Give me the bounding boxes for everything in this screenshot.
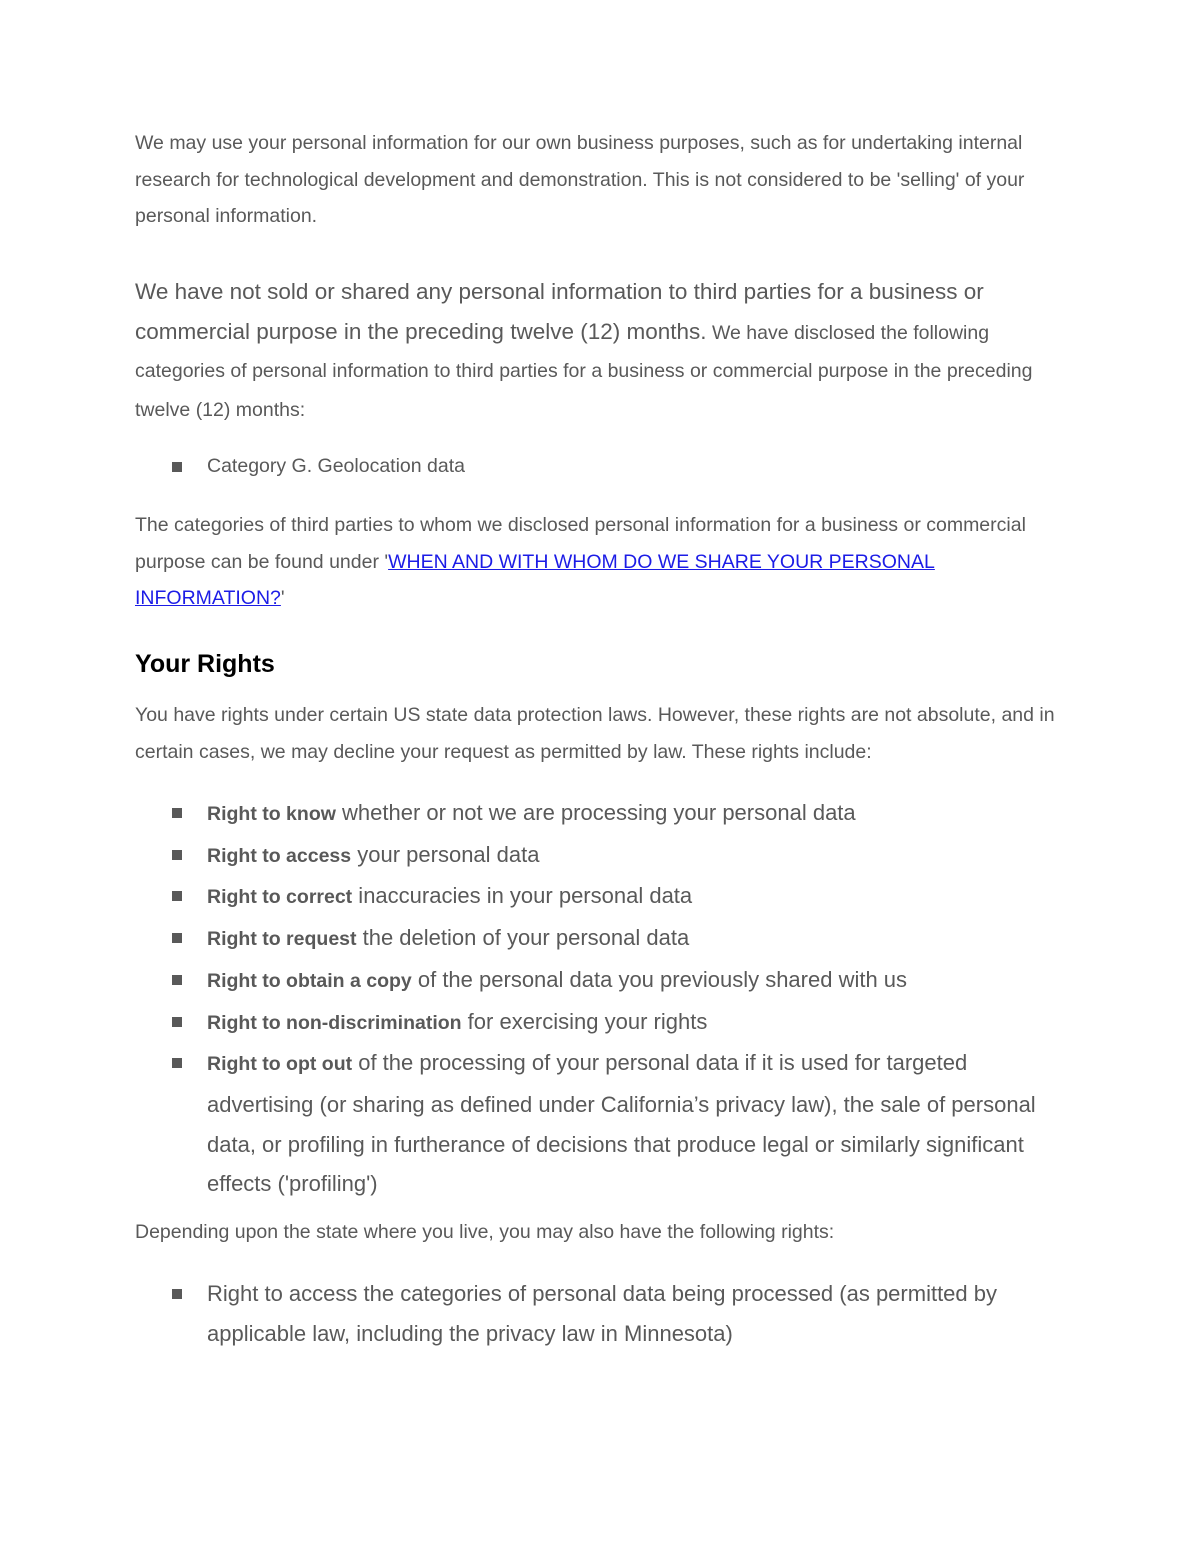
list-item [135,793,1070,835]
share-info-link[interactable]: WHEN AND WITH WHOM DO WE SHARE YOUR PERSONAL INFORMATION? [135,550,935,609]
state-rights-list [135,1274,1070,1353]
list-item [135,1002,1070,1044]
quote-close: ' [280,587,285,609]
square-bullet-icon [172,808,182,818]
third-parties-paragraph [135,507,1070,617]
square-bullet-icon [172,1017,182,1027]
list-item-text: Right to access the categories of personal data being processed (as permitted by applicable law, including the privacy law in Minnesota) [207,1281,998,1346]
right-label: Right to opt out [207,1053,353,1076]
list-item [135,1274,1070,1353]
right-description: of the processing of your personal data if it is used for targeted advertising (or sharing as defined under California’s privacy law), the sale of personal data, or profiling in furtherance of decisions that produce legal or similarly significant effects ('profiling') [207,1050,1036,1197]
right-description: for exercising your rights [461,1008,708,1034]
list-item [135,960,1070,1002]
business-purposes-paragraph: We may use your personal information for our own business purposes, such as for undertaking internal research for technological development and demonstration. This is not considered to be 'selling' of your personal information. [135,132,1025,227]
rights-list [135,793,1070,1204]
list-item [135,876,1070,918]
right-description: whether or not we are processing your personal data [335,800,856,825]
square-bullet-icon [172,933,182,943]
disclosed-categories-list [135,447,1070,487]
list-item [135,447,1070,487]
disclosure-paragraph [135,273,1070,429]
list-item [135,1043,1070,1204]
right-label: Right to request [207,928,357,951]
square-bullet-icon [172,975,182,985]
section-heading: Your Rights [135,650,275,678]
right-label: Right to non-discrimination [207,1011,462,1034]
list-item [135,835,1070,877]
list-item [135,918,1070,960]
right-description: of the personal data you previously shared with us [411,966,908,992]
not-sold-statement: We have not sold or shared any personal information to third parties for a business or commercial purpose in the preceding twelve (12) months. [135,279,984,344]
third-parties-text: The categories of third parties to whom we disclosed personal information for a business or commercial purpose can be found under ' [135,514,1026,573]
square-bullet-icon [172,850,182,860]
right-label: Right to access [207,844,352,867]
square-bullet-icon [172,1289,182,1299]
right-description: the deletion of your personal data [356,925,690,951]
right-label: Right to correct [207,886,353,909]
right-description: inaccuracies in your personal data [352,883,693,909]
square-bullet-icon [172,462,182,472]
square-bullet-icon [172,1058,182,1068]
right-label: Right to obtain a copy [207,969,412,992]
list-item-text: Category G. Geolocation data [207,455,465,477]
square-bullet-icon [172,891,182,901]
right-label: Right to know [207,803,336,825]
right-description: your personal data [351,841,540,867]
rights-intro-paragraph: You have rights under certain US state data protection laws. However, these rights are not absolute, and in certain cases, we may decline your request as permitted by law. These rights include: [135,704,1055,763]
state-intro-paragraph: Depending upon the state where you live, you may also have the following rights: [135,1221,835,1243]
disclosed-statement: We have disclosed the following categories of personal information to third parties for a business or commercial purpose in the preceding twelve (12) months: [135,321,1033,421]
